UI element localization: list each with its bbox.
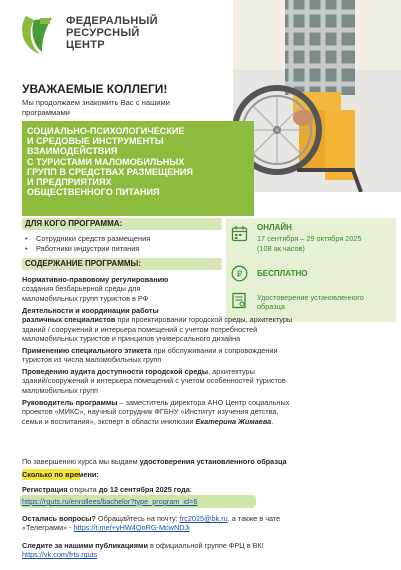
wheelchair-photo [233, 0, 401, 192]
deadline-label: Сколько по времени: [22, 470, 99, 479]
questions-text: Остались вопросы? Обращайтесь на почту: frc2025@bk.ru, а также в чате «Телеграмм» - https://t.me/+yHW4QoRG-McwNDJi [22, 514, 281, 533]
logo-text: ФЕДЕРАЛЬНЫЙ РЕСУРСНЫЙ ЦЕНТР [66, 15, 158, 51]
topic-1: Нормативно-правовому регулированию создания безбарьерной среды для маломобильных групп туристов в РФ [22, 275, 169, 303]
logo-mark [20, 12, 60, 56]
ruble-icon [231, 265, 248, 287]
registration-link-row [22, 497, 392, 506]
price-label: БЕСПЛАТНО [257, 269, 308, 278]
program-title: СОЦИАЛЬНО-ПСИХОЛОГИЧЕСКИЕ И СРЕДОВЫЕ ИНСТРУМЕНТЫ ВЗАИМОДЕЙСТВИЯ С ТУРИСТАМИ МАЛОМОБИЛЬНЫХ ГРУПП В СРЕДСТВАХ РАЗМЕЩЕНИЯ И ПРЕДПРИЯТИЯХ ОБЩЕСТВЕННОГО ПИТАНИЯ [27, 126, 193, 198]
topic-4: Проведению аудита доступности городской среды, архитектуры зданий/сооружений и интерьера помещений с учетом особенностей туристов маломобильных групп [22, 367, 286, 395]
dates-text: 17 сентября – 29 октября 2025 [257, 234, 362, 243]
audience-heading: ДЛЯ КОГО ПРОГРАММА: [25, 219, 123, 228]
format-label: ОНЛАЙН [257, 223, 292, 232]
audience-item: • Работники индустрии питания [36, 244, 139, 253]
registration-text: Регистрация открыта до 12 сентября 2025 года: [22, 485, 192, 494]
certificate-text: Удостоверение установленного образца [257, 293, 364, 311]
svg-text:₽: ₽ [236, 270, 243, 280]
telegram-link[interactable]: https://t.me/+yHW4QoRG-McwNDJi [73, 523, 190, 533]
calendar-icon [231, 225, 248, 247]
intro-text: Мы продолжаем знакомить Вас с нашими программами [22, 98, 170, 117]
topic-2: Деятельности и координации работы различных специалистов при проектировании городской среды, архитектуры зданий / сооружений и интерьера помещений с учетом потребностей маломобильных туристов и принципов универсального дизайна [22, 306, 293, 343]
program-head: Руководитель программы – заместитель директора АНО Центр социальных проектов «МИКС», научный сотрудник ФГБНУ «Институт изучения детства, семьи и воспитания», эксперт в области инклюзии Екатерина Жимаева. [22, 398, 290, 426]
vk-link[interactable]: https://vk.com/frts.rguts [22, 550, 98, 560]
topic-3: Применению специального этикета при обслуживании и сопровождении туристов из числа маломобильных групп [22, 346, 278, 365]
greeting: УВАЖАЕМЫЕ КОЛЛЕГИ! [22, 82, 168, 96]
content-heading: СОДЕРЖАНИЕ ПРОГРАММЫ: [25, 259, 142, 268]
certificate-note: По завершению курса мы выдаем удостоверения установленного образца [22, 457, 287, 466]
follow-text: Следите за нашими публикациями в официальной группе ФРЦ в ВК! https://vk.com/frts.rguts [22, 541, 264, 560]
hours-text: (108 ак.часов) [257, 244, 305, 253]
registration-link[interactable]: https://rguts.ru/enrollees/bachelor?type_program_id=6 [22, 497, 198, 506]
audience-item: • Сотрудники средств размещения [36, 234, 150, 243]
email-link[interactable]: frc2025@bk.ru [179, 514, 228, 523]
